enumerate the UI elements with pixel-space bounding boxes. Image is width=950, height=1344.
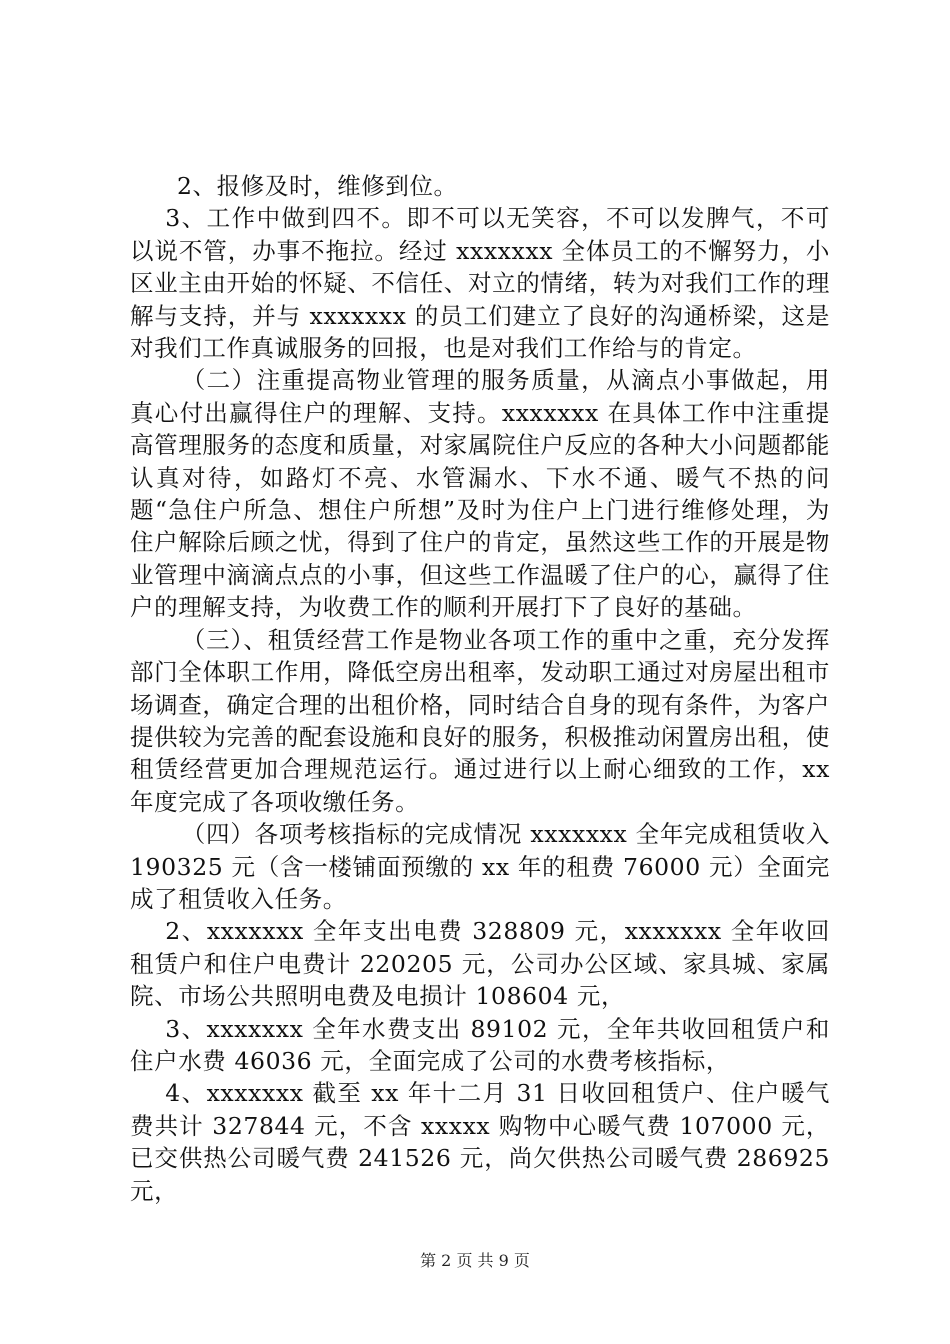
paragraph-repair: 2、报修及时，维修到位。 [177, 172, 458, 200]
paragraph-four-nots: 3、工作中做到四不。即不可以无笑容，不可以发脾气，不可以说不管，办事不拖拉。经过 xxxxxxx 全体员工的不懈努力，小区业主由开始的怀疑、不信任、对立的情绪，转为对我们工作的理解与支持，并与 xxxxxxx 的员工们建立了良好的沟通桥梁，这是对我们工作真诚服务的回报，也是对我们工作给与的肯定。 [130, 204, 830, 363]
paragraph-service-quality: （二）注重提高物业管理的服务质量，从滴点小事做起，用真心付出赢得住户的理解、支持。xxxxxxx 在具体工作中注重提高管理服务的态度和质量，对家属院住户反应的各种大小问题都能认真对待，如路灯不亮、水管漏水、下水不通、暖气不热的问题“急住户所急、想住户所想”及时为住户上门进行维修处理，为住户解除后顾之忧，得到了住户的肯定，虽然这些工作的开展是物业管理中滴滴点点的小事，但这些工作温暖了住户的心，赢得了住户的理解支持，为收费工作的顺利开展打下了良好的基础。 [130, 366, 830, 622]
page-footer: 第 2 页 共 9 页 [420, 1251, 530, 1270]
paragraph-leasing: （三）、租赁经营工作是物业各项工作的重中之重，充分发挥部门全体职工作用，降低空房出租率，发动职工通过对房屋出租市场调查，确定合理的出租价格，同时结合自身的现有条件，为客户提供较为完善的配套设施和良好的服务，积极推动闲置房出租，使租赁经营更加合理规范运行。通过进行以上耐心细致的工作，xx 年度完成了各项收缴任务。 [130, 625, 830, 816]
paragraph-water: 3、xxxxxxx 全年水费支出 89102 元，全年共收回租赁户和住户水费 46036 元，全面完成了公司的水费考核指标， [130, 1014, 830, 1075]
paragraph-heating: 4、xxxxxxx 截至 xx 年十二月 31 日收回租赁户、住户暖气费共计 327844 元，不含 xxxxx 购物中心暖气费 107000 元，已交供热公司暖气费 241526 元，尚欠供热公司暖气费 286925 元， [130, 1079, 830, 1205]
paragraph-electricity: 2、xxxxxxx 全年支出电费 328809 元，xxxxxxx 全年收回租赁户和住户电费计 220205 元，公司办公区域、家具城、家属院、市场公共照明电费及电损计 108604 元， [130, 917, 830, 1011]
paragraph-indicators: （四）各项考核指标的完成情况 xxxxxxx 全年完成租赁收入 190325 元（含一楼铺面预缴的 xx 年的租费 76000 元）全面完成了租赁收入任务。 [130, 820, 830, 913]
document-body [130, 170, 830, 1207]
